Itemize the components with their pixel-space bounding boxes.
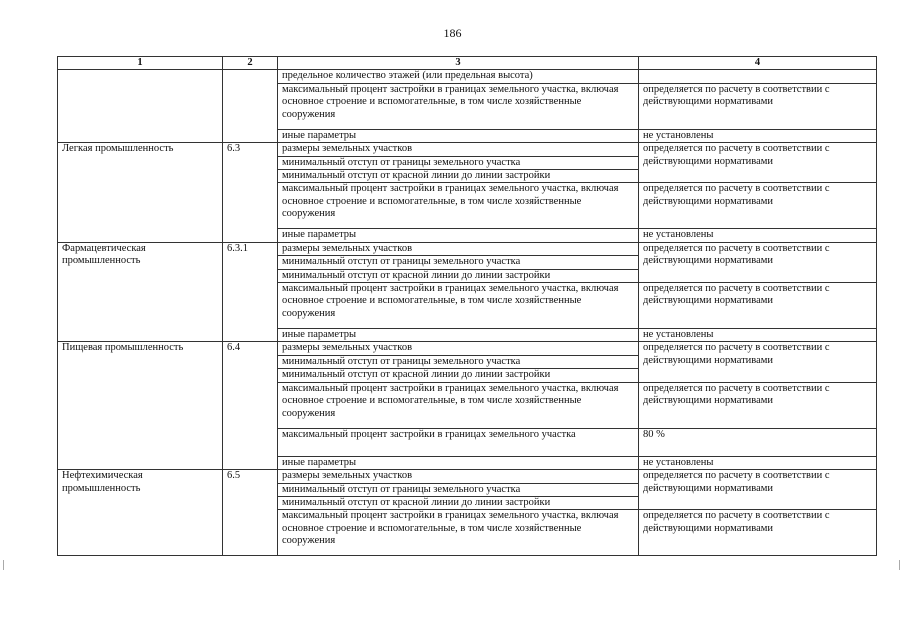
land-use-name-cell: Фармацевтическая промышленность bbox=[58, 242, 223, 342]
parameter-cell: минимальный отступ от красной линии до линии застройки bbox=[278, 269, 639, 282]
parameter-cell: максимальный процент застройки в границах земельного участка, включая основное строение и вспомогательные, в том числе хозяйственные сооружения bbox=[278, 382, 639, 428]
land-use-name-cell: Нефтехимическая промышленность bbox=[58, 470, 223, 556]
land-use-code-cell: 6.5 bbox=[223, 470, 278, 556]
parameter-cell: максимальный процент застройки в границах земельного участка, включая основное строение и вспомогательные, в том числе хозяйственные сооружения bbox=[278, 183, 639, 229]
parameter-cell: максимальный процент застройки в границах земельного участка bbox=[278, 428, 639, 456]
parameter-value-cell: определяется по расчету в соответствии с действующими нормативами bbox=[639, 382, 877, 428]
parameter-cell: максимальный процент застройки в границах земельного участка, включая основное строение и вспомогательные, в том числе хозяйственные сооружения bbox=[278, 510, 639, 556]
table-row bbox=[58, 242, 877, 255]
parameter-cell: минимальный отступ от границы земельного участка bbox=[278, 156, 639, 169]
parameter-cell: минимальный отступ от красной линии до линии застройки bbox=[278, 170, 639, 183]
parameter-cell: максимальный процент застройки в границах земельного участка, включая основное строение и вспомогательные, в том числе хозяйственные сооружения bbox=[278, 283, 639, 329]
scan-edge-mark-right bbox=[899, 560, 900, 570]
land-use-code-cell: 6.3 bbox=[223, 143, 278, 243]
parameter-value-cell bbox=[639, 70, 877, 83]
parameter-cell: минимальный отступ от красной линии до линии застройки bbox=[278, 496, 639, 509]
table-row bbox=[58, 70, 877, 83]
parameter-cell: минимальный отступ от границы земельного участка bbox=[278, 256, 639, 269]
parameter-value-cell: определяется по расчету в соответствии с действующими нормативами bbox=[639, 510, 877, 556]
page-number: 186 bbox=[443, 26, 462, 40]
column-header-1: 1 bbox=[58, 57, 223, 70]
land-use-name-cell bbox=[58, 70, 223, 143]
land-use-code-cell bbox=[223, 70, 278, 143]
table-row bbox=[58, 342, 877, 355]
parameter-value-cell: определяется по расчету в соответствии с действующими нормативами bbox=[639, 183, 877, 229]
parameter-cell: размеры земельных участков bbox=[278, 470, 639, 483]
parameter-value-cell: определяется по расчету в соответствии с действующими нормативами bbox=[639, 143, 877, 183]
parameter-value-cell: определяется по расчету в соответствии с действующими нормативами bbox=[639, 470, 877, 510]
land-use-name-cell: Легкая промышленность bbox=[58, 143, 223, 243]
parameter-cell: минимальный отступ от красной линии до линии застройки bbox=[278, 369, 639, 382]
parameter-cell: иные параметры bbox=[278, 456, 639, 469]
table-row bbox=[58, 143, 877, 156]
parameter-cell: размеры земельных участков bbox=[278, 242, 639, 255]
parameter-value-cell: не установлены bbox=[639, 329, 877, 342]
parameter-value-cell: определяется по расчету в соответствии с действующими нормативами bbox=[639, 83, 877, 129]
land-use-name-cell: Пищевая промышленность bbox=[58, 342, 223, 470]
scan-edge-mark-left bbox=[3, 560, 4, 570]
parameter-cell: иные параметры bbox=[278, 129, 639, 142]
parameter-cell: максимальный процент застройки в границах земельного участка, включая основное строение и вспомогательные, в том числе хозяйственные сооружения bbox=[278, 83, 639, 129]
parameter-cell: иные параметры bbox=[278, 229, 639, 242]
parameter-cell: предельное количество этажей (или предельная высота) bbox=[278, 70, 639, 83]
table-body bbox=[58, 70, 877, 556]
parameter-value-cell: определяется по расчету в соответствии с действующими нормативами bbox=[639, 242, 877, 282]
land-use-code-cell: 6.4 bbox=[223, 342, 278, 470]
column-header-4: 4 bbox=[639, 57, 877, 70]
parameter-cell: размеры земельных участков bbox=[278, 342, 639, 355]
table-row bbox=[58, 470, 877, 483]
header-row bbox=[58, 57, 877, 70]
parameter-value-cell: определяется по расчету в соответствии с действующими нормативами bbox=[639, 283, 877, 329]
parameter-value-cell: определяется по расчету в соответствии с действующими нормативами bbox=[639, 342, 877, 382]
parameter-cell: иные параметры bbox=[278, 329, 639, 342]
parameter-value-cell: не установлены bbox=[639, 229, 877, 242]
zoning-parameters-table bbox=[57, 56, 877, 556]
column-header-3: 3 bbox=[278, 57, 639, 70]
column-header-2: 2 bbox=[223, 57, 278, 70]
land-use-code-cell: 6.3.1 bbox=[223, 242, 278, 342]
parameter-value-cell: не установлены bbox=[639, 129, 877, 142]
parameter-value-cell: 80 % bbox=[639, 428, 877, 456]
parameter-cell: минимальный отступ от границы земельного участка bbox=[278, 355, 639, 368]
parameter-value-cell: не установлены bbox=[639, 456, 877, 469]
parameter-cell: размеры земельных участков bbox=[278, 143, 639, 156]
parameter-cell: минимальный отступ от границы земельного участка bbox=[278, 483, 639, 496]
